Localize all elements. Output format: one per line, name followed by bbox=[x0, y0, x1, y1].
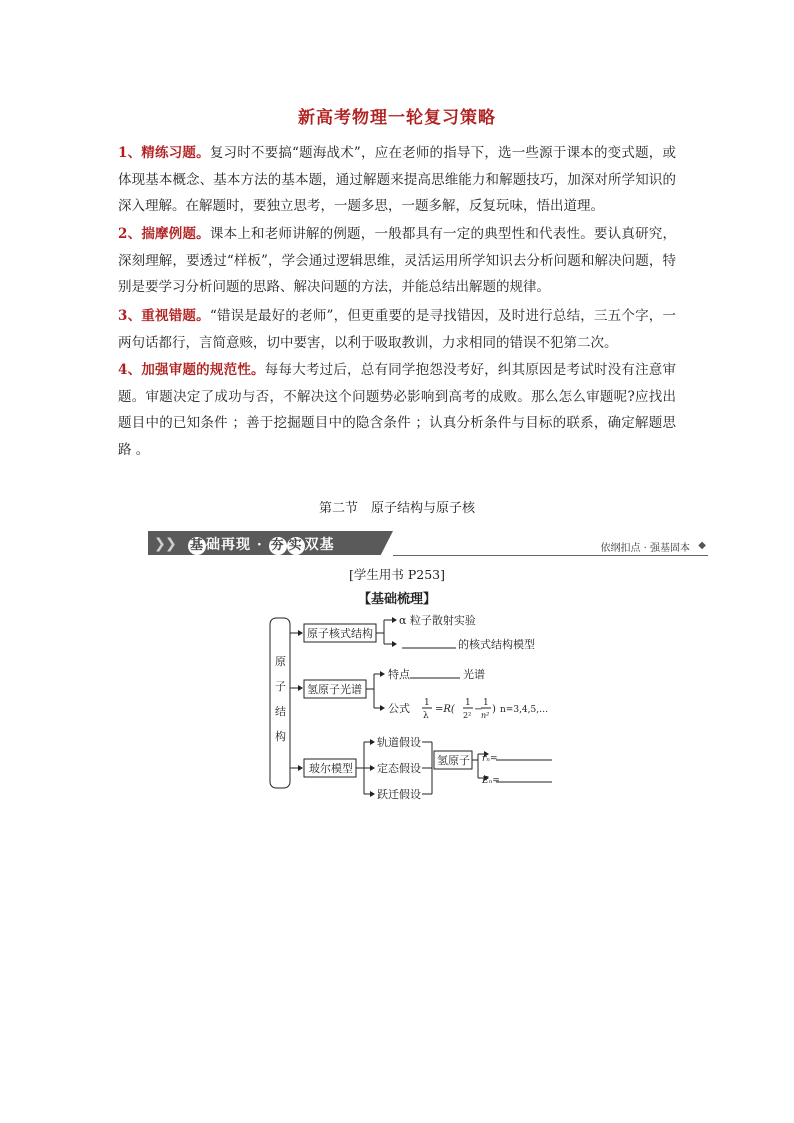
student-book-ref: [学生用书 P253] bbox=[349, 567, 445, 582]
root-char: 子 bbox=[275, 680, 286, 693]
root-box bbox=[270, 618, 290, 788]
atomic-structure-diagram bbox=[260, 608, 560, 803]
banner-circle-char: 实 bbox=[288, 538, 303, 553]
nuclear-model-label: 的核式结构模型 bbox=[458, 638, 535, 651]
arrow-head-icon bbox=[298, 765, 303, 771]
banner-text: 础再现 bbox=[206, 537, 251, 553]
banner-subtitle: 依纲扣点 · 强基固本 bbox=[600, 543, 690, 554]
arrow-head-icon bbox=[392, 617, 397, 623]
formula-close: ) bbox=[492, 704, 496, 715]
en-label: Eₙ= bbox=[482, 776, 500, 786]
paragraph-lead: 1、精练习题。 bbox=[118, 145, 210, 161]
hydrogen-spectrum-label: 氢原子光谱 bbox=[307, 683, 362, 696]
stationary-label: 定态假设 bbox=[377, 762, 421, 775]
paragraph-body: 复习时不要搞“题海战术”，应在老师的指导下，选一些源于课本的变式题，或体现基本概念、基本方法的基本题，通过解题来提高思维能力和解题技巧，加深对所学知识的深入理解。在解题时，要独立思考，一题多思，一题多解，反复玩味，悟出道理。 bbox=[118, 145, 676, 214]
paragraph-lead: 2、揣摩例题。 bbox=[118, 226, 210, 242]
arrow-head-icon bbox=[380, 671, 385, 677]
arrow-head-icon bbox=[380, 705, 385, 711]
formula-label: 公式 bbox=[388, 702, 410, 715]
banner-circle-char: 基 bbox=[189, 538, 204, 553]
formula-f1-num: 1 bbox=[465, 698, 471, 708]
transition-label: 跃迁假设 bbox=[377, 788, 421, 801]
section-title: 第二节 原子结构与原子核 bbox=[318, 501, 475, 516]
rn-label: rₙ= bbox=[482, 754, 498, 764]
section-banner bbox=[148, 531, 708, 557]
arrow-head-icon bbox=[370, 791, 375, 797]
banner-circle-char: 夯 bbox=[270, 538, 285, 553]
orbit-label: 轨道假设 bbox=[377, 736, 421, 749]
arrow-head-icon bbox=[370, 739, 375, 745]
strategy-paragraph-1 bbox=[118, 140, 676, 220]
paragraph-body: 每每大考过后，总有同学抱怨没考好，纠其原因是考试时没有注意审题。审题决定了成功与否，不解决这个问题势必影响到高考的成败。那么怎么审题呢?应找出题目中的已知条件 ；善于挖掘题目中的隐含条件 ；认真分析条件与目标的联系，确定解题思路 。 bbox=[118, 362, 676, 458]
nuclear-label: 原子核式结构 bbox=[307, 627, 373, 640]
formula-eq: =R( bbox=[435, 704, 455, 715]
paragraph-lead: 4、加强审题的规范性。 bbox=[118, 362, 265, 378]
formula-n: n=3,4,5,… bbox=[500, 705, 549, 715]
diamond-icon: ◆ bbox=[698, 540, 706, 551]
paragraph-body: 课本上和老师讲解的例题，一般都具有一定的典型性和代表性。要认真研究，深刻理解，要透过“样板”，学会通过逻辑思维，灵活运用所学知识去分析问题和解决问题，特别是要学习分析问题的思路、解决问题的方法，并能总结出解题的规律。 bbox=[118, 226, 676, 295]
paragraph-body: “错误是最好的老师”，但更重要的是寻找错因，及时进行总结，三五个字，一两句话都行，言简意赅，切中要害，以利于吸取教训，力求相同的错误不犯第二次。 bbox=[118, 308, 676, 351]
banner-title bbox=[188, 534, 335, 555]
paragraph-lead: 3、重视错题。 bbox=[118, 308, 210, 324]
alpha-label: α 粒子散射实验 bbox=[399, 614, 476, 627]
root-char: 结 bbox=[275, 705, 286, 718]
strategy-paragraph-3 bbox=[118, 303, 676, 356]
banner-text: 双基 bbox=[304, 537, 335, 553]
chevron-right-icon: ❯ bbox=[154, 536, 166, 552]
formula-minus: − bbox=[474, 704, 483, 715]
banner-dot: · bbox=[256, 537, 263, 553]
feature-label: 特点 bbox=[388, 668, 410, 681]
page-title: 新高考物理一轮复习策略 bbox=[298, 108, 496, 128]
formula-f2-den: n² bbox=[481, 711, 490, 720]
root-char: 原 bbox=[275, 655, 286, 668]
chevron-right-icon: ❯ bbox=[165, 536, 177, 552]
strategy-paragraph-4 bbox=[118, 357, 676, 463]
basics-heading: 【基础梳理】 bbox=[357, 592, 436, 607]
arrow-head-icon bbox=[370, 765, 375, 771]
banner-rule bbox=[393, 555, 708, 556]
formula-lhs-num: 1 bbox=[424, 698, 430, 708]
root-char: 构 bbox=[275, 730, 286, 743]
hydrogen-atom-label: 氢原子 bbox=[437, 754, 470, 767]
arrow-head-icon bbox=[298, 685, 303, 691]
bohr-label: 玻尔模型 bbox=[309, 762, 353, 775]
formula-lhs-den: λ bbox=[423, 711, 429, 721]
formula-f2-num: 1 bbox=[483, 698, 489, 708]
arrow-head-icon bbox=[298, 630, 303, 636]
strategy-paragraph-2 bbox=[118, 221, 676, 301]
spectrum-label: 光谱 bbox=[463, 668, 485, 681]
formula-f1-den: 2² bbox=[463, 711, 472, 720]
arrow-head-icon bbox=[392, 641, 397, 647]
